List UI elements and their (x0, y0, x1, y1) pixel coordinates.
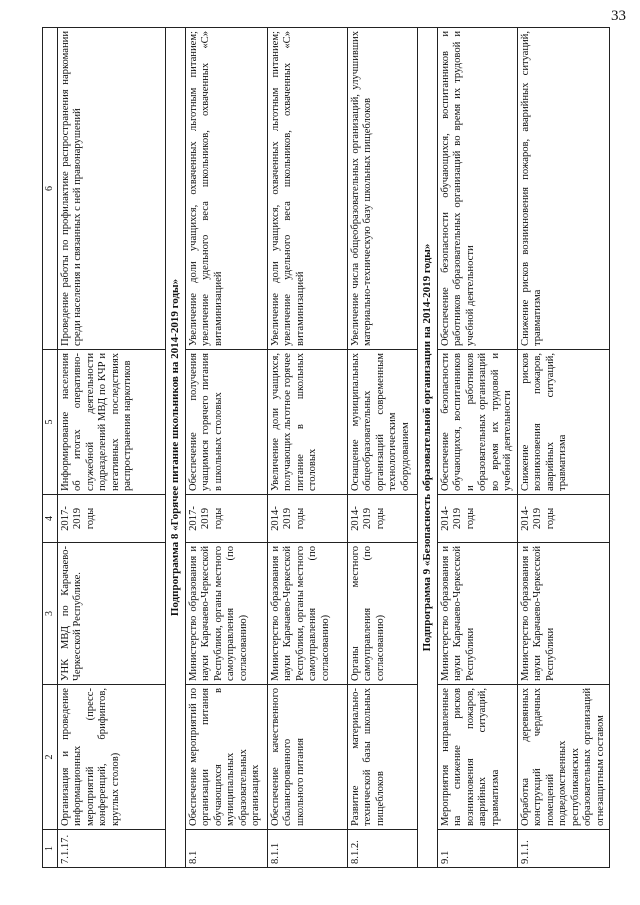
section-header-row (417, 28, 437, 868)
effect-cell: Обеспечение безопасности обучающихся, воспитанников и работников образовательных организаций во время их трудовой и учебной деятельности (437, 28, 517, 350)
row-number: 8.1 (185, 830, 267, 868)
executor-cell: Органы местного самоуправления (по согласованию) (347, 543, 417, 685)
activity-cell: Мероприятия направленные на снижение рисков возникновения пожаров, аварийных ситуаций, травматизма (437, 685, 517, 830)
column-number: 6 (43, 28, 58, 350)
period-cell: 2014-2019 годы (347, 495, 417, 543)
table-row (437, 28, 517, 868)
effect-cell: Увеличение числа общеобразовательных организаций, улучшивших материально-техническую базу школьных пищеблоков (347, 28, 417, 350)
rotated-table-sheet (42, 28, 606, 868)
column-number: 4 (43, 495, 58, 543)
activity-cell: Обработка деревянных конструкций чердачных помещений подведомственных республиканских образовательных организаций огнезащитным составом (517, 685, 610, 830)
result-cell: Снижение рисков возникновения пожаров, аварийных ситуаций, травматизма (517, 350, 610, 495)
period-cell: 2014-2019 годы (517, 495, 610, 543)
effect-cell: Увеличение доли учащихся, охваченных льготным питанием; увеличение удельного веса школьников, охваченных «С» витаминизацией (185, 28, 267, 350)
period-cell: 2014-2019 годы (437, 495, 517, 543)
activity-cell: Обеспечение качественного сбалансированного школьного питания (267, 685, 347, 830)
effect-cell: Увеличение доли учащихся, охваченных льготным питанием; увеличение удельного веса школьников, охваченных «С» витаминизацией (267, 28, 347, 350)
period-cell: 2017-2019 годы (57, 495, 165, 543)
result-cell: Обеспечение безопасности обучающихся, воспитанников и работников образовательных организаций во время их трудовой и учебной деятельности (437, 350, 517, 495)
activity-cell: Развитие материально-технической базы школьных пищеблоков (347, 685, 417, 830)
column-number: 5 (43, 350, 58, 495)
result-cell: Увеличение доли учащихся, получающих льготное горячее питание в школьных столовых (267, 350, 347, 495)
result-cell: Оснащение муниципальных общеобразовательных организаций современным технологическим оборудованием (347, 350, 417, 495)
activity-cell: Организация и проведение информационных мероприятий (пресс-конференций, брифингов, круглых столов) (57, 685, 165, 830)
row-number: 7.1.17. (57, 830, 165, 868)
table-row (267, 28, 347, 868)
table-row (517, 28, 610, 868)
page-number: 33 (611, 8, 626, 24)
effect-cell: Снижение рисков возникновения пожаров, аварийных ситуаций, травматизма (517, 28, 610, 350)
executor-cell: Министерство образования и науки Карачаево-Черкесской Республики (437, 543, 517, 685)
row-number: 8.1.2. (347, 830, 417, 868)
period-cell: 2014-2019 годы (267, 495, 347, 543)
period-cell: 2017-2019 годы (185, 495, 267, 543)
row-number: 8.1.1 (267, 830, 347, 868)
result-cell: Информирование населения об итогах оперативно-служебной деятельности подразделений МВД по КЧР и негативных последствиях распространения наркотиков (57, 350, 165, 495)
row-number: 9.1.1. (517, 830, 610, 868)
table-row (347, 28, 417, 868)
executor-cell: Министерство образования и науки Карачаево-Черкесской Республики, органы местного самоуправления (по согласованию) (267, 543, 347, 685)
section-header-row (165, 28, 185, 868)
column-number: 1 (43, 830, 58, 868)
column-numbers-row (43, 28, 58, 868)
column-number: 2 (43, 685, 58, 830)
executor-cell: УНК МВД по Карачаево-Черкесской Республике. (57, 543, 165, 685)
effect-cell: Проведение работы по профилактике распространения наркомании среди населения и связанных с ней правонарушений (57, 28, 165, 350)
executor-cell: Министерство образования и науки Карачаево-Черкесской Республики (517, 543, 610, 685)
row-number: 9.1 (437, 830, 517, 868)
subprogram-9-title: Подпрограмма 9 «Безопасность образовательной организации на 2014-2019 годы» (417, 28, 437, 868)
executor-cell: Министерство образования и науки Карачаево-Черкесской Республики, органы местного самоуправления (по согласованию) (185, 543, 267, 685)
subprogram-8-title: Подпрограмма 8 «Горячее питание школьников на 2014-2019 годы» (165, 28, 185, 868)
activity-cell: Обеспечение мероприятий по организации питания обучающихся в муниципальных образовательных организациях (185, 685, 267, 830)
program-measures-table (42, 27, 610, 868)
column-number: 3 (43, 543, 58, 685)
table-row (57, 28, 165, 868)
result-cell: Обеспечение получения учащимися горячего питания в школьных столовых (185, 350, 267, 495)
table-row (185, 28, 267, 868)
